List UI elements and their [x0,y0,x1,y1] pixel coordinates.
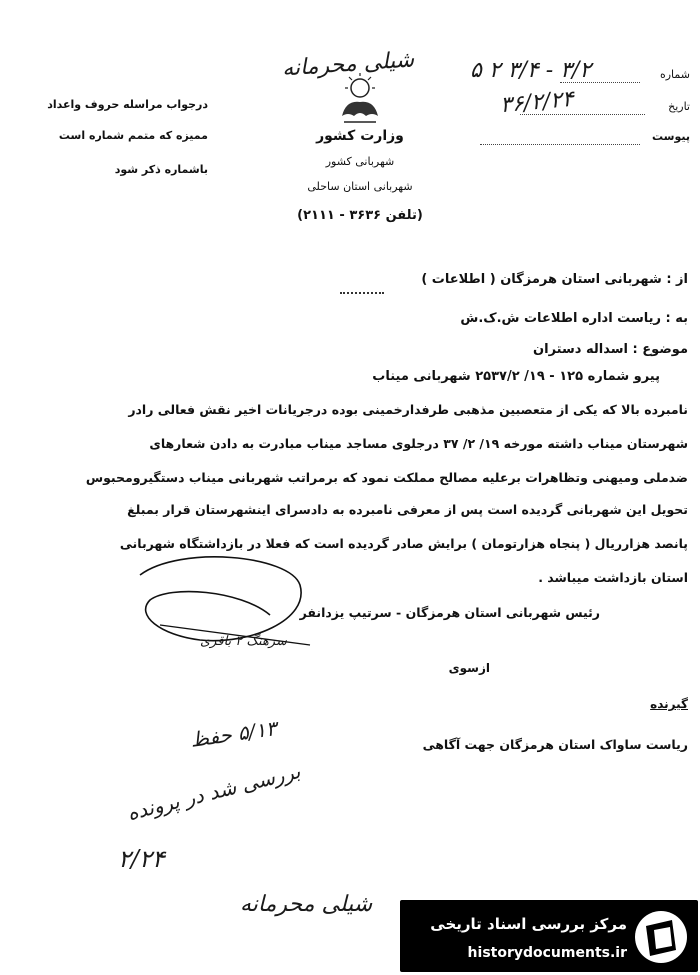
body-line-3: ضدملی ومیهنی وتظاهرات برعلیه مصالح مملکت نمود که برمراتب شهربانی میناب دستگیرومحبوس [85,470,688,485]
footer-site: historydocuments.ir [467,945,627,961]
header-phone: (تلفن ۳۶۳۶ - ۲۱۱۱) [297,208,423,223]
signature-handwritten-name: سرهنگ ۲ باقری [200,634,287,649]
date-label: تاریخ [668,100,690,113]
date-dotted-line [520,114,645,115]
reference-line: پیرو شماره ۱۲۵ - ۱۹/ ۲۵۳۷/۲ شهربانی میناب [372,369,660,384]
bottom-handwritten-note: شیلی محرمانه [240,892,373,917]
on-behalf-label: ازسوی [448,661,490,675]
attachment-dotted-line [480,144,640,145]
number-value: ۳/۲ - ۳/۴ ۲ ۵ [470,58,592,83]
footer-center-name: مرکز بررسی اسناد تاریخی [430,915,627,933]
recipients-line: ریاست ساواک استان هرمزگان جهت آگاهی [422,737,688,752]
top-handwritten-note: شیلی محرمانه [281,47,415,82]
reply-instruction-2: ممیزه که متمم شماره است [58,129,208,142]
date-value: ۳۶/۲/۲۴ [499,86,575,119]
header-line-1: شهربانی کشور [325,155,395,168]
ministry-title: وزارت کشور [316,128,404,144]
body-line-2: شهرستان میناب داشته مورخه ۱۹/ ۲/ ۳۷ درجلوی مساجد میناب مبادرت به دادن شعارهای [149,436,688,451]
attachment-label: پیوست [652,130,690,143]
header-stamp-mark [340,292,384,298]
margin-note-2: بررسی شد در پرونده [124,758,303,826]
header-line-2: شهربانی استان ساحلی [307,180,413,193]
body-line-5: پانصد هزارریال ( پنجاه هزارتومان ) برایش صادر گردیده است که فعلا در بازداشتگاه شهربانی [119,536,688,551]
margin-note-1: ۵/۱۳ حفظ [188,716,279,752]
date-note: ۲/۲۴ [118,845,165,873]
reply-instruction-3: باشماره ذکر شود [114,163,208,176]
lion-and-sun-emblem-icon [332,72,388,128]
from-line: از : شهربانی استان هرمزگان ( اطلاعات ) [421,272,688,287]
recipients-label: گیرنده [650,697,688,711]
to-line: به : ریاست اداره اطلاعات ش.ک.ش [460,311,688,326]
signature-title: رئیس شهربانی استان هرمزگان - سرتیپ یزدانفر [299,605,600,620]
reply-instruction-1: درجواب مراسله حروف واعداد [47,98,208,111]
body-line-4: تحویل این شهربانی گردیده است پس از معرفی نامبرده به دادسرای اینشهرستان قرار بمبلغ [127,502,688,517]
body-line-1: نامبرده بالا که یکی از متعصبین مذهبی طرفدارخمینی بوده درجریانات اخیر نقش فعالی رادر [128,402,688,417]
archive-logo-icon [632,908,690,966]
subject-line: موضوع : اسداله دستران [533,342,688,357]
body-line-6: استان بازداشت میباشد . [538,570,688,585]
number-label: شماره [659,68,690,81]
